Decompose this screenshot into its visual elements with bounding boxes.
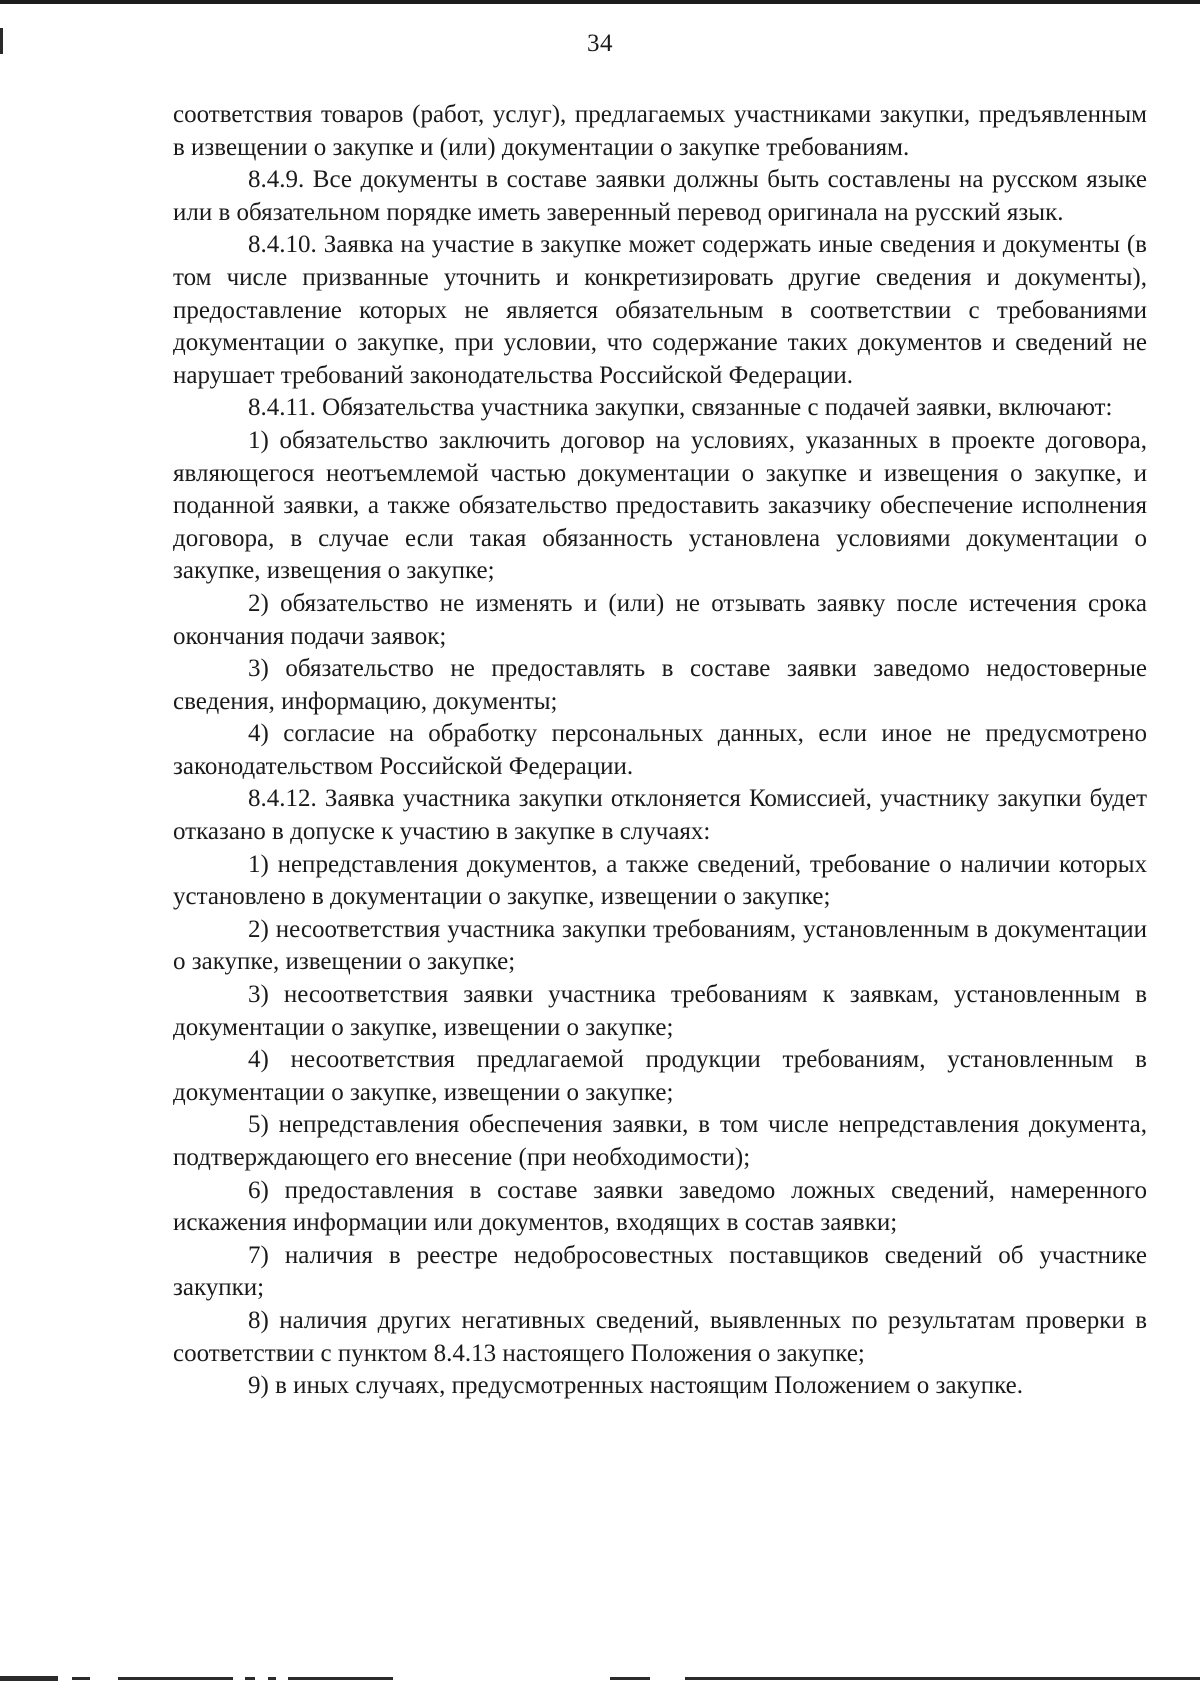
paragraph-8-4-10: 8.4.10. Заявка на участие в закупке может содержать иные сведения и документы (в том числе призванные уточнить и конкретизировать другие сведения и документы), предоставление которых не является обязательным в соответствии с требованиями документации о закупке, при условии, что содержание таких документов и сведений не нарушает требований законодательства Российской Федерации. [173, 231, 1147, 389]
paragraph-continuation: соответствия товаров (работ, услуг), предлагаемых участниками закупки, предъявленным в извещении о закупке и (или) документации о закупке требованиям. [173, 101, 1147, 161]
document-body [173, 99, 1147, 1403]
paragraph-8-4-9: 8.4.9. Все документы в составе заявки должны быть составлены на русском языке или в обязательном порядке иметь заверенный перевод оригинала на русский язык. [173, 166, 1147, 226]
list-item-rejection-5: 5) непредставления обеспечения заявки, в том числе непредставления документа, подтверждающего его внесение (при необходимости); [173, 1111, 1147, 1171]
list-item-obligation-1: 1) обязательство заключить договор на условиях, указанных в проекте договора, являющегося неотъемлемой частью документации о закупке и извещения о закупке, и поданной заявки, а также обязательство предоставить заказчику обеспечение исполнения договора, в случае если такая обязанность установлена условиями документации о закупке, извещения о закупке; [173, 426, 1147, 585]
paragraph-8-4-12: 8.4.12. Заявка участника закупки отклоняется Комиссией, участнику закупки будет отказано в допуске к участию в закупке в случаях: [173, 785, 1147, 846]
list-item-rejection-8: 8) наличия других негативных сведений, выявленных по результатам проверки в соответствии с пунктом 8.4.13 настоящего Положения о закупке; [173, 1306, 1147, 1367]
list-item-obligation-3: 3) обязательство не предоставлять в составе заявки заведомо недостоверные сведения, информацию, документы; [173, 655, 1147, 715]
list-item-rejection-4: 4) несоответствия предлагаемой продукции требованиям, установленным в документации о закупке, извещении о закупке; [173, 1046, 1147, 1106]
paragraph-8-4-11: 8.4.11. Обязательства участника закупки, связанные с подачей заявки, включают: [248, 394, 1113, 422]
list-item-rejection-3: 3) несоответствия заявки участника требованиям к заявкам, установленным в документации о закупке, извещении о закупке; [173, 981, 1147, 1041]
list-item-rejection-6: 6) предоставления в составе заявки заведомо ложных сведений, намеренного искажения информации или документов, входящих в состав заявки; [173, 1176, 1147, 1237]
list-item-obligation-2: 2) обязательство не изменять и (или) не отзывать заявку после истечения срока окончания подачи заявок; [173, 589, 1147, 650]
list-item-rejection-7: 7) наличия в реестре недобросовестных поставщиков сведений об участнике закупки; [173, 1241, 1147, 1302]
scan-edge-bottom [0, 1670, 1200, 1684]
list-item-obligation-4: 4) согласие на обработку персональных данных, если иное не предусмотрено законодательством Российской Федерации. [173, 720, 1147, 780]
list-item-rejection-2: 2) несоответствия участника закупки требованиям, установленным в документации о закупке, извещении о закупке; [173, 915, 1147, 976]
list-item-rejection-1: 1) непредставления документов, а также сведений, требование о наличии которых установлено в документации о закупке, извещении о закупке; [173, 850, 1147, 911]
list-item-rejection-9: 9) в иных случаях, предусмотренных настоящим Положением о закупке. [248, 1372, 1023, 1400]
scan-edge-top [0, 0, 1200, 4]
page-number: 34 [587, 30, 613, 57]
